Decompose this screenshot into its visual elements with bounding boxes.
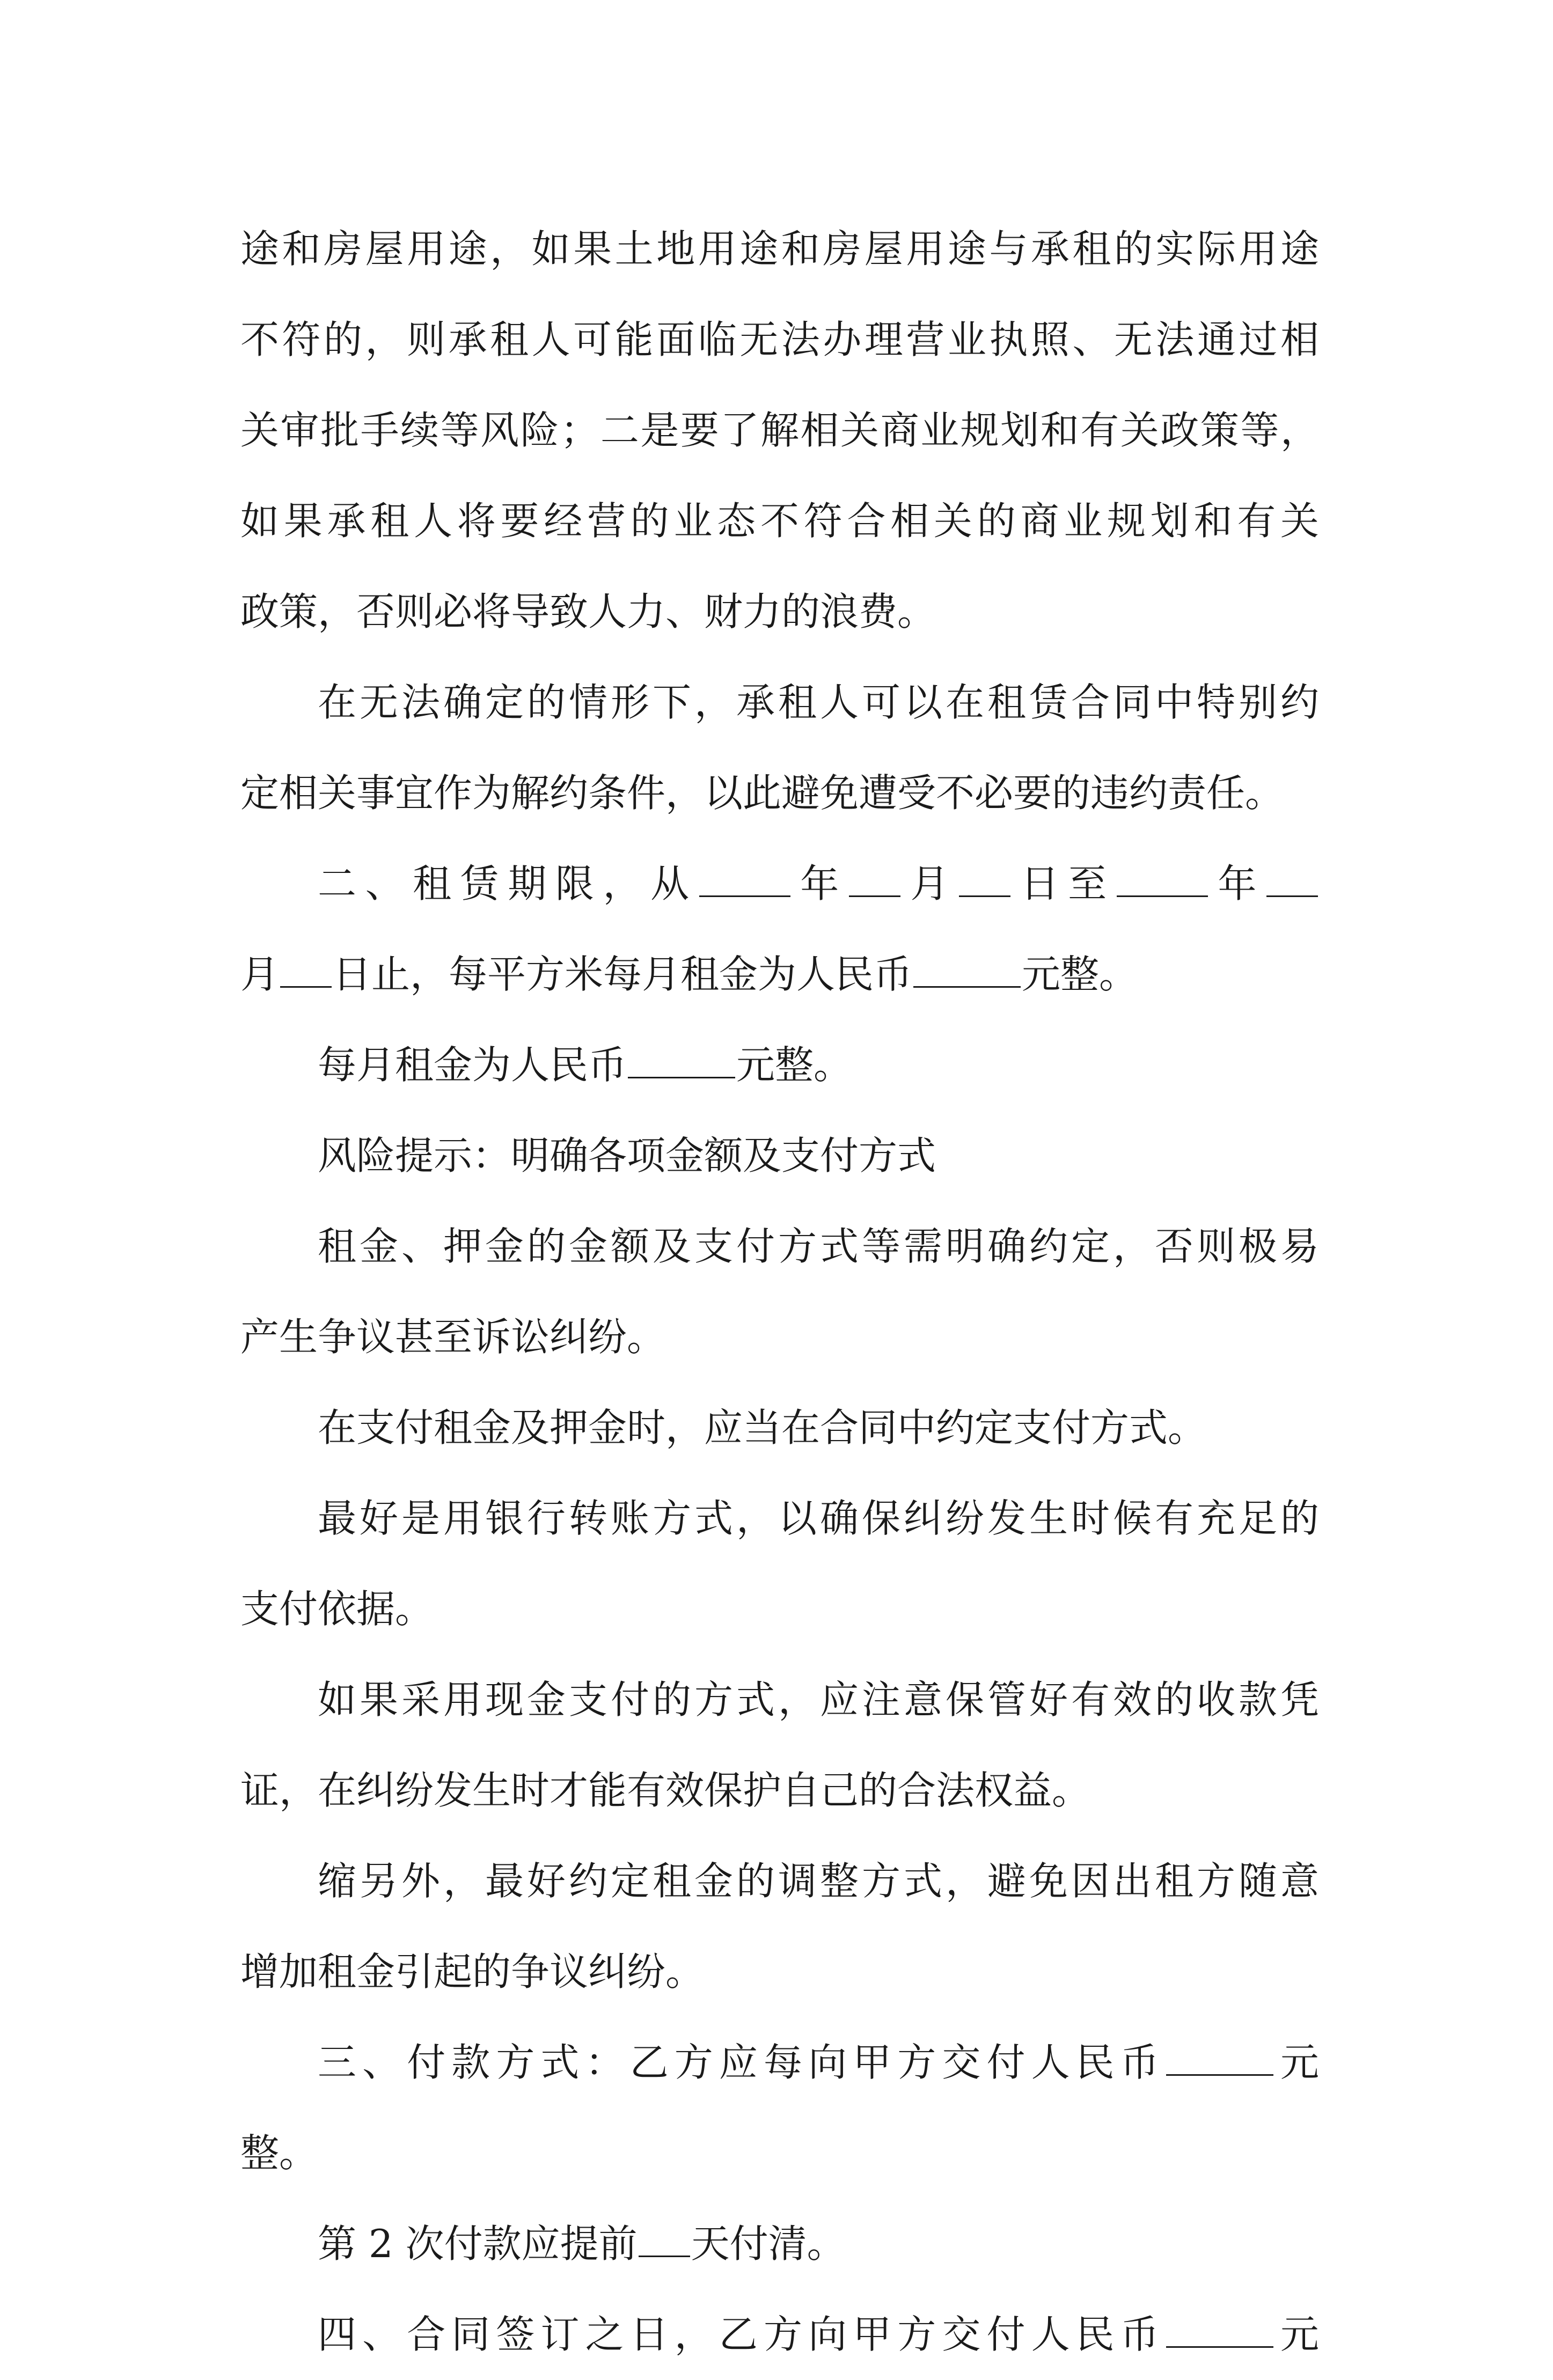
paragraph-line: 在支付租金及押金时，应当在合同中约定支付方式。 xyxy=(318,1405,1207,1450)
payment-method-suffix: 元 xyxy=(1274,2040,1319,2085)
lease-term-day-to: 日至 xyxy=(1012,861,1116,906)
risk-heading: 风险提示：明确各项金额及支付方式 xyxy=(318,1133,936,1178)
lease-term-year-2: 年 xyxy=(1208,861,1265,906)
lease-term-day-end: 日止，每平方米每月租金为人民币 xyxy=(333,952,913,997)
payment-method-line xyxy=(240,2017,1319,2108)
paragraph-line: 不符的，则承租人可能面临无法办理营业执照、无法通过相 xyxy=(240,317,1319,362)
paragraph-line: 如果采用现金支付的方式，应注意保管好有效的收款凭 xyxy=(318,1677,1319,1722)
lease-term-line-2 xyxy=(240,929,1319,1020)
blank-day-from xyxy=(959,857,1010,897)
paragraph-line: 政策，否则必将导致人力、财力的浪费。 xyxy=(240,589,936,634)
paragraph-line: 支付依据。 xyxy=(240,1586,434,1632)
second-payment-suffix: 天付清。 xyxy=(691,2221,846,2266)
second-payment-prefix: 第 2 次付款应提前 xyxy=(318,2221,638,2266)
paragraph-line: 最好是用银行转账方式，以确保纠纷发生时候有充足的 xyxy=(318,1496,1319,1541)
lease-term-yuan: 元整。 xyxy=(1022,952,1138,997)
signing-suffix: 元 xyxy=(1274,2312,1319,2357)
lease-term-line-1 xyxy=(240,839,1319,929)
lease-term-month: 月 xyxy=(901,861,958,906)
paragraph-line: 定相关事宜作为解约条件，以此避免遭受不必要的违约责任。 xyxy=(240,770,1284,816)
monthly-rent-prefix: 每月租金为人民币 xyxy=(318,1042,627,1088)
monthly-rent-line xyxy=(240,1020,1319,1111)
paragraph-line: 增加租金引起的争议纠纷。 xyxy=(240,1949,705,1994)
payment-method-continuation: 整。 xyxy=(240,2131,318,2176)
blank-day-to xyxy=(280,947,332,988)
document-body xyxy=(240,204,1319,2380)
second-payment-line xyxy=(240,2199,1319,2289)
blank-payment-amount xyxy=(1166,2036,1273,2076)
signing-line xyxy=(240,2289,1319,2380)
signing-prefix: 四、合同签订之日，乙方向甲方交付人民币 xyxy=(318,2312,1165,2357)
paragraph-line: 缩另外，最好约定租金的调整方式，避免因出租方随意 xyxy=(318,1859,1319,1904)
lease-term-month-2: 月 xyxy=(240,952,280,997)
paragraph-line: 在无法确定的情形下，承租人可以在租赁合同中特别约 xyxy=(318,680,1319,725)
paragraph-line: 途和房屋用途，如果土地用途和房屋用途与承租的实际用途 xyxy=(240,226,1319,271)
paragraph-line: 证，在纠纷发生时才能有效保护自己的合法权益。 xyxy=(240,1768,1091,1813)
paragraph-line: 租金、押金的金额及支付方式等需明确约定，否则极易 xyxy=(318,1224,1319,1269)
lease-term-year: 年 xyxy=(791,861,848,906)
payment-method-prefix: 三、付款方式：乙方应每向甲方交付人民币 xyxy=(318,2040,1165,2085)
blank-month-to xyxy=(1266,857,1318,897)
blank-rent-per-sqm xyxy=(913,947,1021,988)
lease-term-prefix: 二、租赁期限，从 xyxy=(318,861,698,906)
blank-monthly-rent xyxy=(628,1038,735,1078)
blank-year-to xyxy=(1117,857,1208,897)
blank-year-from xyxy=(699,857,790,897)
blank-days xyxy=(639,2217,690,2257)
paragraph-line: 关审批手续等风险；二是要了解相关商业规划和有关政策等， xyxy=(240,408,1319,453)
blank-signing-amount xyxy=(1166,2308,1273,2348)
paragraph-line: 产生争议甚至诉讼纠纷。 xyxy=(240,1314,666,1360)
paragraph-line: 如果承租人将要经营的业态不符合相关的商业规划和有关 xyxy=(240,498,1319,543)
blank-month-from xyxy=(849,857,900,897)
monthly-rent-suffix: 元整。 xyxy=(736,1042,853,1088)
